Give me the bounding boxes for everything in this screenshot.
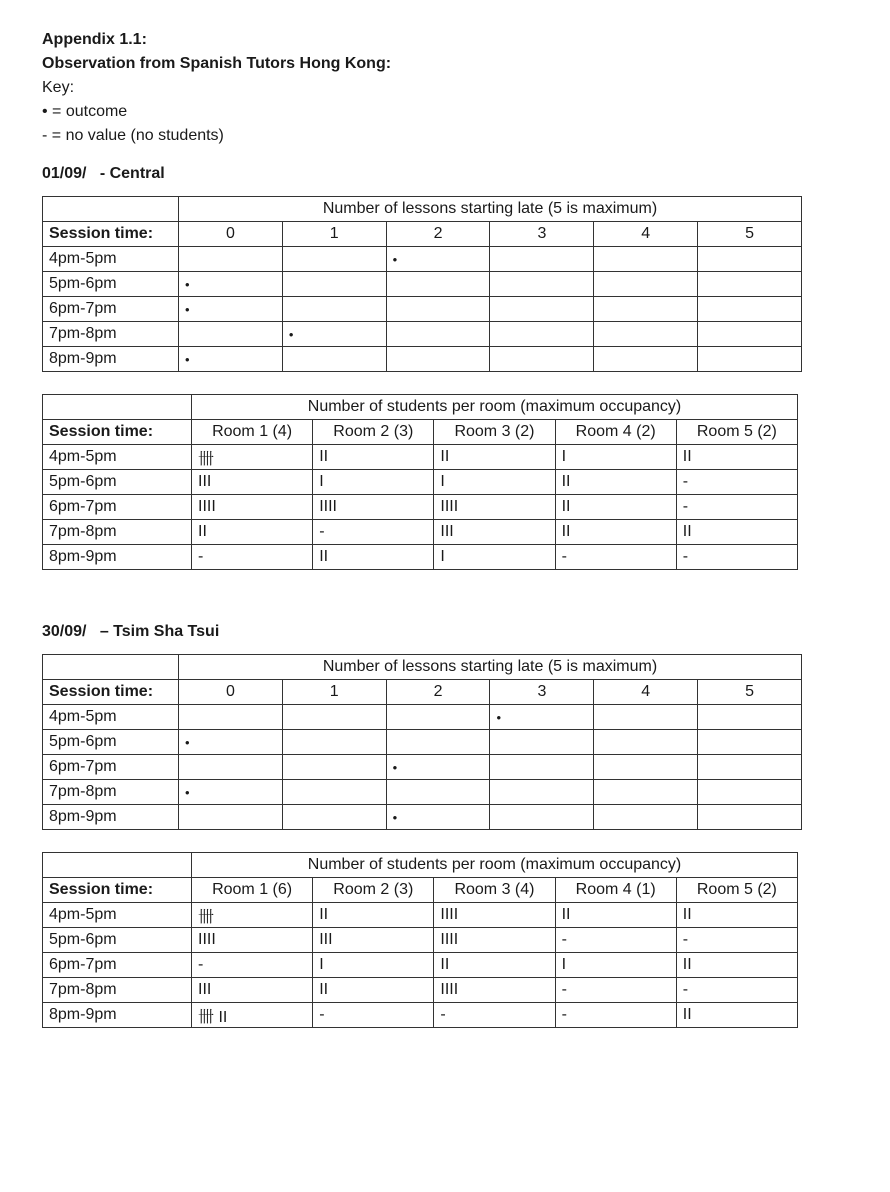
table-row bbox=[43, 780, 802, 805]
table-row bbox=[43, 322, 802, 347]
tally-cell: II bbox=[676, 520, 797, 545]
column-header: 1 bbox=[282, 222, 386, 247]
table-row bbox=[43, 755, 802, 780]
column-header: 0 bbox=[179, 680, 283, 705]
late-cell: • bbox=[179, 297, 283, 322]
tally-cell: II bbox=[313, 545, 434, 570]
tally-cell: III bbox=[192, 470, 313, 495]
tally-cell: II bbox=[676, 903, 797, 928]
late-cell bbox=[386, 272, 490, 297]
tally-cell: II bbox=[192, 520, 313, 545]
table-row bbox=[43, 978, 798, 1003]
tally-cell: - bbox=[313, 520, 434, 545]
tally-cell: II bbox=[313, 978, 434, 1003]
table-row bbox=[43, 805, 802, 830]
tally-cell: II bbox=[313, 903, 434, 928]
tally-cell: II bbox=[676, 445, 797, 470]
table-row bbox=[43, 1003, 798, 1028]
late-cell bbox=[386, 705, 490, 730]
tally-cell: III bbox=[192, 978, 313, 1003]
tally-cell: IIII bbox=[192, 495, 313, 520]
late-cell bbox=[490, 755, 594, 780]
late-lessons-table-tsim-sha-tsui bbox=[42, 654, 802, 830]
late-cell: • bbox=[179, 780, 283, 805]
late-cell bbox=[698, 247, 802, 272]
late-cell bbox=[490, 247, 594, 272]
column-header: Room 2 (3) bbox=[313, 420, 434, 445]
empty-corner-cell bbox=[43, 655, 179, 680]
tally-cell: 卌 bbox=[192, 903, 313, 928]
session-time-header: Session time: bbox=[43, 222, 179, 247]
column-header: Room 1 (4) bbox=[192, 420, 313, 445]
tally-cell: I bbox=[555, 953, 676, 978]
appendix-title: Appendix 1.1: bbox=[42, 31, 147, 48]
session-time-cell: 7pm-8pm bbox=[43, 978, 192, 1003]
late-cell bbox=[282, 780, 386, 805]
late-cell bbox=[490, 272, 594, 297]
late-cell bbox=[594, 805, 698, 830]
table-row bbox=[43, 470, 798, 495]
tally-cell: IIII bbox=[192, 928, 313, 953]
table-row bbox=[43, 445, 798, 470]
column-header: 2 bbox=[386, 222, 490, 247]
tally-cell: IIII bbox=[434, 978, 555, 1003]
late-cell bbox=[698, 705, 802, 730]
late-cell bbox=[282, 705, 386, 730]
session-time-cell: 5pm-6pm bbox=[43, 470, 192, 495]
late-cell bbox=[698, 347, 802, 372]
session-time-cell: 4pm-5pm bbox=[43, 247, 179, 272]
late-cell bbox=[179, 247, 283, 272]
empty-corner-cell bbox=[43, 197, 179, 222]
tally-cell: 卌 II bbox=[192, 1003, 313, 1028]
column-header: Room 4 (2) bbox=[555, 420, 676, 445]
tally-cell: II bbox=[555, 903, 676, 928]
session-time-cell: 7pm-8pm bbox=[43, 322, 179, 347]
session-time-cell: 6pm-7pm bbox=[43, 297, 179, 322]
session-time-cell: 7pm-8pm bbox=[43, 520, 192, 545]
late-cell bbox=[282, 247, 386, 272]
table-row bbox=[43, 928, 798, 953]
column-header: 0 bbox=[179, 222, 283, 247]
late-cell bbox=[282, 347, 386, 372]
tally-cell: - bbox=[555, 545, 676, 570]
late-cell: • bbox=[386, 247, 490, 272]
tally-cell: II bbox=[676, 1003, 797, 1028]
tally-cell: 卌 bbox=[192, 445, 313, 470]
session-time-cell: 6pm-7pm bbox=[43, 495, 192, 520]
tally-cell: III bbox=[313, 928, 434, 953]
late-cell bbox=[594, 755, 698, 780]
session-time-cell: 8pm-9pm bbox=[43, 1003, 192, 1028]
table-row bbox=[43, 705, 802, 730]
late-cell bbox=[282, 297, 386, 322]
column-header: 3 bbox=[490, 680, 594, 705]
late-cell bbox=[698, 805, 802, 830]
late-cell bbox=[594, 322, 698, 347]
tally-cell: - bbox=[676, 545, 797, 570]
late-cell bbox=[282, 730, 386, 755]
late-cell bbox=[282, 805, 386, 830]
table-row bbox=[43, 272, 802, 297]
late-cell: • bbox=[386, 805, 490, 830]
key-label: Key: bbox=[42, 79, 75, 96]
column-header: 5 bbox=[698, 222, 802, 247]
tally-cell: - bbox=[676, 928, 797, 953]
session-time-cell: 8pm-9pm bbox=[43, 545, 192, 570]
table-row bbox=[43, 247, 802, 272]
tally-cell: - bbox=[555, 1003, 676, 1028]
tally-cell: I bbox=[434, 545, 555, 570]
table-header-row bbox=[43, 680, 802, 705]
table-header-row bbox=[43, 222, 802, 247]
column-header: 3 bbox=[490, 222, 594, 247]
column-header: Room 5 (2) bbox=[676, 420, 797, 445]
column-header: Room 1 (6) bbox=[192, 878, 313, 903]
late-cell: • bbox=[282, 322, 386, 347]
late-cell bbox=[698, 780, 802, 805]
table-row bbox=[43, 545, 798, 570]
table-row bbox=[43, 520, 798, 545]
session-time-cell: 4pm-5pm bbox=[43, 705, 179, 730]
tally-cell: IIII bbox=[313, 495, 434, 520]
table-header-row bbox=[43, 878, 798, 903]
session-time-cell: 6pm-7pm bbox=[43, 755, 179, 780]
column-header: Room 3 (2) bbox=[434, 420, 555, 445]
late-cell bbox=[490, 297, 594, 322]
late-cell bbox=[490, 805, 594, 830]
tally-cell: II bbox=[555, 470, 676, 495]
table-row bbox=[43, 953, 798, 978]
late-cell: • bbox=[179, 347, 283, 372]
late-cell bbox=[490, 347, 594, 372]
late-cell bbox=[698, 730, 802, 755]
column-header: Room 2 (3) bbox=[313, 878, 434, 903]
tally-cell: IIII bbox=[434, 495, 555, 520]
late-cell bbox=[594, 297, 698, 322]
table-header-row bbox=[43, 420, 798, 445]
column-header: 5 bbox=[698, 680, 802, 705]
key-no-value: - = no value (no students) bbox=[42, 127, 224, 144]
students-per-room-table-central bbox=[42, 394, 798, 570]
late-cell bbox=[698, 322, 802, 347]
late-cell bbox=[490, 780, 594, 805]
tally-cell: II bbox=[555, 495, 676, 520]
late-cell bbox=[179, 755, 283, 780]
tally-cell: - bbox=[676, 978, 797, 1003]
tally-cell: I bbox=[313, 470, 434, 495]
table-row bbox=[43, 297, 802, 322]
key-outcome: • = outcome bbox=[42, 103, 128, 120]
late-cell bbox=[490, 730, 594, 755]
tally-cell: - bbox=[434, 1003, 555, 1028]
late-cell bbox=[594, 730, 698, 755]
table-row bbox=[43, 730, 802, 755]
session-time-cell: 7pm-8pm bbox=[43, 780, 179, 805]
late-cell bbox=[179, 705, 283, 730]
tally-cell: - bbox=[676, 495, 797, 520]
column-header: Room 3 (4) bbox=[434, 878, 555, 903]
document-subtitle: Observation from Spanish Tutors Hong Kong: bbox=[42, 55, 392, 72]
tally-cell: II bbox=[434, 445, 555, 470]
session-time-cell: 5pm-6pm bbox=[43, 272, 179, 297]
table-title: Number of students per room (maximum occupancy) bbox=[192, 395, 798, 420]
late-cell bbox=[386, 297, 490, 322]
late-cell bbox=[386, 780, 490, 805]
table-title: Number of lessons starting late (5 is maximum) bbox=[179, 197, 802, 222]
tally-cell: II bbox=[555, 520, 676, 545]
column-header: Room 4 (1) bbox=[555, 878, 676, 903]
section-heading-central: 01/09/ - Central bbox=[42, 165, 165, 182]
late-cell bbox=[594, 272, 698, 297]
late-cell bbox=[698, 755, 802, 780]
table-title: Number of lessons starting late (5 is maximum) bbox=[179, 655, 802, 680]
tally-cell: IIII bbox=[434, 903, 555, 928]
session-time-header: Session time: bbox=[43, 878, 192, 903]
tally-cell: - bbox=[313, 1003, 434, 1028]
late-cell bbox=[386, 347, 490, 372]
empty-corner-cell bbox=[43, 853, 192, 878]
session-time-cell: 5pm-6pm bbox=[43, 928, 192, 953]
late-cell bbox=[179, 805, 283, 830]
tally-cell: III bbox=[434, 520, 555, 545]
table-row bbox=[43, 495, 798, 520]
late-cell bbox=[698, 297, 802, 322]
table-title: Number of students per room (maximum occupancy) bbox=[192, 853, 798, 878]
late-cell: • bbox=[386, 755, 490, 780]
late-lessons-table-central bbox=[42, 196, 802, 372]
late-cell bbox=[179, 322, 283, 347]
column-header: 4 bbox=[594, 222, 698, 247]
tally-cell: - bbox=[192, 545, 313, 570]
appendix-page bbox=[42, 28, 802, 1028]
table-title-row bbox=[43, 197, 802, 222]
column-header: 4 bbox=[594, 680, 698, 705]
column-header: 2 bbox=[386, 680, 490, 705]
tally-cell: II bbox=[313, 445, 434, 470]
table-row bbox=[43, 347, 802, 372]
late-cell: • bbox=[179, 272, 283, 297]
tally-cell: I bbox=[313, 953, 434, 978]
late-cell bbox=[594, 705, 698, 730]
tally-cell: II bbox=[434, 953, 555, 978]
table-row bbox=[43, 903, 798, 928]
late-cell: • bbox=[490, 705, 594, 730]
tally-cell: - bbox=[555, 928, 676, 953]
tally-cell: - bbox=[676, 470, 797, 495]
late-cell bbox=[594, 780, 698, 805]
late-cell bbox=[594, 247, 698, 272]
session-time-cell: 4pm-5pm bbox=[43, 903, 192, 928]
late-cell bbox=[490, 322, 594, 347]
tally-cell: IIII bbox=[434, 928, 555, 953]
late-cell bbox=[282, 272, 386, 297]
session-time-cell: 8pm-9pm bbox=[43, 805, 179, 830]
tally-cell: I bbox=[555, 445, 676, 470]
column-header: Room 5 (2) bbox=[676, 878, 797, 903]
tally-cell: II bbox=[676, 953, 797, 978]
session-time-header: Session time: bbox=[43, 420, 192, 445]
session-time-cell: 4pm-5pm bbox=[43, 445, 192, 470]
late-cell bbox=[594, 347, 698, 372]
session-time-header: Session time: bbox=[43, 680, 179, 705]
section-heading-tsim-sha-tsui: 30/09/ – Tsim Sha Tsui bbox=[42, 623, 220, 640]
late-cell bbox=[282, 755, 386, 780]
tally-cell: - bbox=[192, 953, 313, 978]
table-title-row bbox=[43, 655, 802, 680]
tally-cell: I bbox=[434, 470, 555, 495]
session-time-cell: 6pm-7pm bbox=[43, 953, 192, 978]
session-time-cell: 5pm-6pm bbox=[43, 730, 179, 755]
column-header: 1 bbox=[282, 680, 386, 705]
empty-corner-cell bbox=[43, 395, 192, 420]
late-cell bbox=[386, 730, 490, 755]
late-cell bbox=[386, 322, 490, 347]
table-title-row bbox=[43, 853, 798, 878]
late-cell bbox=[698, 272, 802, 297]
session-time-cell: 8pm-9pm bbox=[43, 347, 179, 372]
table-title-row bbox=[43, 395, 798, 420]
late-cell: • bbox=[179, 730, 283, 755]
tally-cell: - bbox=[555, 978, 676, 1003]
students-per-room-table-tsim-sha-tsui bbox=[42, 852, 798, 1028]
